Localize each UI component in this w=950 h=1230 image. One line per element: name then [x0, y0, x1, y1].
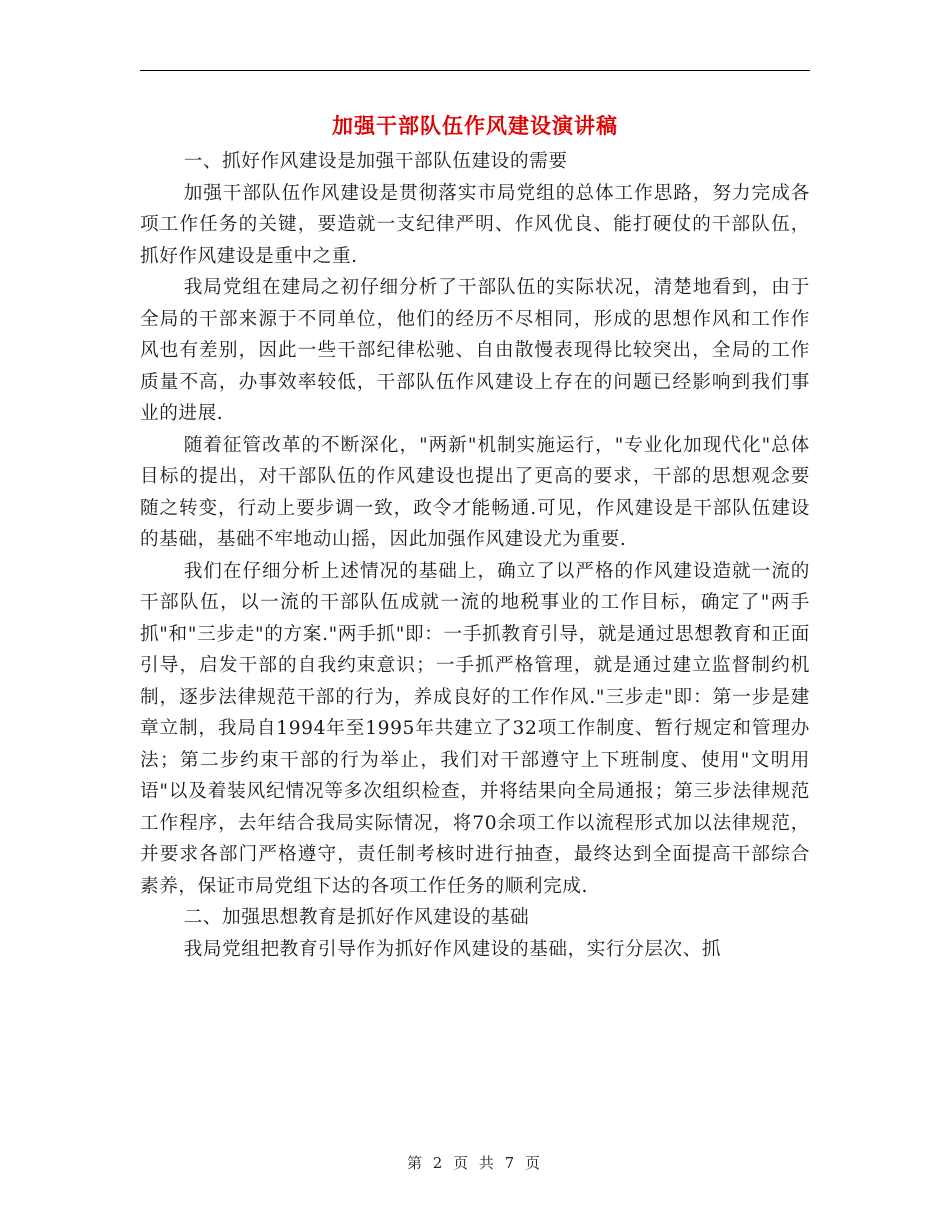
header-rule: [140, 70, 810, 71]
document-body: [140, 146, 810, 965]
paragraph: 我局党组把教育引导作为抓好作风建设的基础，实行分层次、抓: [183, 938, 722, 960]
section-heading-1: 一、抓好作风建设是加强干部队伍建设的需要: [183, 151, 568, 172]
paragraph: 加强干部队伍作风建设是贯彻落实市局党组的总体工作思路，努力完成各项工作任务的关键，要造就一支纪律严明、作风优良、能打硬仗的干部队伍，抓好作风建设是重中之重.: [140, 182, 810, 267]
page-number: 第 2 页 共 7 页: [407, 1154, 543, 1172]
section-heading-2: 二、加强思想教育是抓好作风建设的基础: [183, 907, 530, 928]
paragraph: 随着征管改革的不断深化，"两新"机制实施运行，"专业化加现代化"总体目标的提出，对干部队伍的作风建设也提出了更高的要求，干部的思想观念要随之转变，行动上要步调一致，政令才能畅通.可见，作风建设是干部队伍建设的基础，基础不牢地动山摇，因此加强作风建设尤为重要.: [140, 434, 810, 550]
paragraph: 我们在仔细分析上述情况的基础上，确立了以严格的作风建设造就一流的干部队伍，以一流的干部队伍成就一流的地税事业的工作目标，确定了"两手抓"和"三步走"的方案."两手抓"即：一手抓教育引导，就是通过思想教育和正面引导，启发干部的自我约束意识；一手抓严格管理，就是通过建立监督制约机制，逐步法律规范干部的行为，养成良好的工作作风."三步走"即：第一步是建章立制，我局自1994年至1995年共建立了32项工作制度、暂行规定和管理办法；第二步约束干部的行为举止，我们对干部遵守上下班制度、使用"文明用语"以及着装风纪情况等多次组织检查，并将结果向全局通报；第三步法律规范工作程序，去年结合我局实际情况，将70余项工作以流程形式加以法律规范，并要求各部门严格遵守，责任制考核时进行抽查，最终达到全面提高干部综合素养，保证市局党组下达的各项工作任务的顺利完成.: [140, 560, 810, 897]
document-title: 加强干部队伍作风建设演讲稿: [332, 113, 618, 138]
paragraph: 我局党组在建局之初仔细分析了干部队伍的实际状况，清楚地看到，由于全局的干部来源于不同单位，他们的经历不尽相同，形成的思想作风和工作作风也有差别，因此一些干部纪律松驰、自由散慢表现得比较突出，全局的工作质量不高，办事效率较低，干部队伍作风建设上存在的问题已经影响到我们事业的进展.: [140, 277, 810, 424]
